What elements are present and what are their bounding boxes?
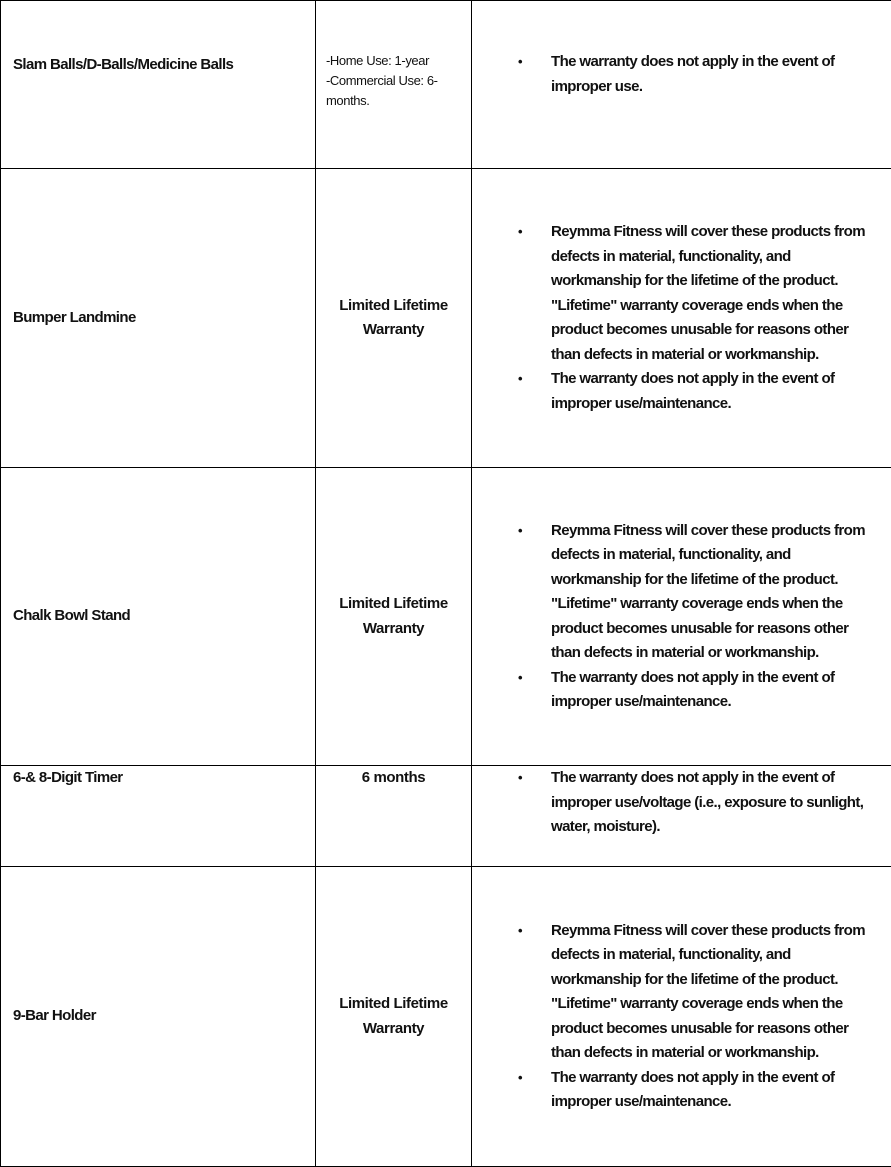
- details-item: • The warranty does not apply in the event of improper use/voltage (i.e., exposure to sunlight, water, moisture).: [472, 766, 875, 840]
- product-cell: [1, 766, 316, 867]
- warranty-line: months.: [326, 91, 461, 111]
- details-list: [472, 220, 875, 416]
- warranty-text: Limited Lifetime Warranty: [324, 294, 463, 343]
- product-cell: [1, 867, 316, 1167]
- table-row: [1, 867, 891, 1167]
- table-row: [1, 169, 891, 468]
- warranty-cell: [316, 867, 472, 1167]
- bullet-icon: •: [516, 50, 524, 75]
- table-row: [1, 468, 891, 766]
- bullet-icon: •: [516, 1066, 524, 1091]
- details-cell: [472, 867, 891, 1167]
- bullet-icon: •: [516, 220, 524, 245]
- bullet-icon: •: [516, 519, 524, 544]
- details-list: [472, 50, 875, 99]
- product-name: 6-& 8-Digit Timer: [13, 766, 123, 791]
- bullet-icon: •: [516, 766, 524, 791]
- details-list: [472, 519, 875, 715]
- warranty-cell: [316, 468, 472, 766]
- details-cell: [472, 1, 891, 169]
- details-cell: [472, 169, 891, 468]
- details-item: • The warranty does not apply in the event of improper use.: [472, 50, 875, 99]
- bullet-icon: •: [516, 919, 524, 944]
- details-cell: [472, 766, 891, 867]
- warranty-cell: [316, 1, 472, 169]
- product-name: Slam Balls/D-Balls/Medicine Balls: [13, 53, 233, 78]
- details-item: • Reymma Fitness will cover these products from defects in material, functionality, and workmanship for the lifetime of the product. "Lifetime" warranty coverage ends when the product becomes unusable for reasons other than defects in material or workmanship.: [472, 919, 875, 1066]
- details-list: [472, 766, 875, 840]
- details-item: • The warranty does not apply in the event of improper use/maintenance.: [472, 1066, 875, 1115]
- warranty-line: -Home Use: 1-year: [326, 51, 461, 71]
- product-cell: [1, 169, 316, 468]
- warranty-line: -Commercial Use: 6-: [326, 71, 461, 91]
- details-item: • Reymma Fitness will cover these products from defects in material, functionality, and workmanship for the lifetime of the product. "Lifetime" warranty coverage ends when the product becomes unusable for reasons other than defects in material or workmanship.: [472, 220, 875, 367]
- details-item: • The warranty does not apply in the event of improper use/maintenance.: [472, 367, 875, 416]
- details-item: • Reymma Fitness will cover these products from defects in material, functionality, and workmanship for the lifetime of the product. "Lifetime" warranty coverage ends when the product becomes unusable for reasons other than defects in material or workmanship.: [472, 519, 875, 666]
- details-list: [472, 919, 875, 1115]
- warranty-cell: [316, 766, 472, 867]
- table-row: [1, 766, 891, 867]
- warranty-text: Limited Lifetime Warranty: [324, 592, 463, 641]
- product-name: Chalk Bowl Stand: [13, 604, 130, 629]
- warranty-text: 6 months: [362, 766, 425, 791]
- product-cell: [1, 1, 316, 169]
- details-item: • The warranty does not apply in the event of improper use/maintenance.: [472, 666, 875, 715]
- warranty-text: Limited Lifetime Warranty: [324, 992, 463, 1041]
- table-row: [1, 1, 891, 169]
- warranty-cell: [316, 169, 472, 468]
- bullet-icon: •: [516, 666, 524, 691]
- details-cell: [472, 468, 891, 766]
- bullet-icon: •: [516, 367, 524, 392]
- product-cell: [1, 468, 316, 766]
- product-name: Bumper Landmine: [13, 306, 136, 331]
- product-name: 9-Bar Holder: [13, 1004, 96, 1029]
